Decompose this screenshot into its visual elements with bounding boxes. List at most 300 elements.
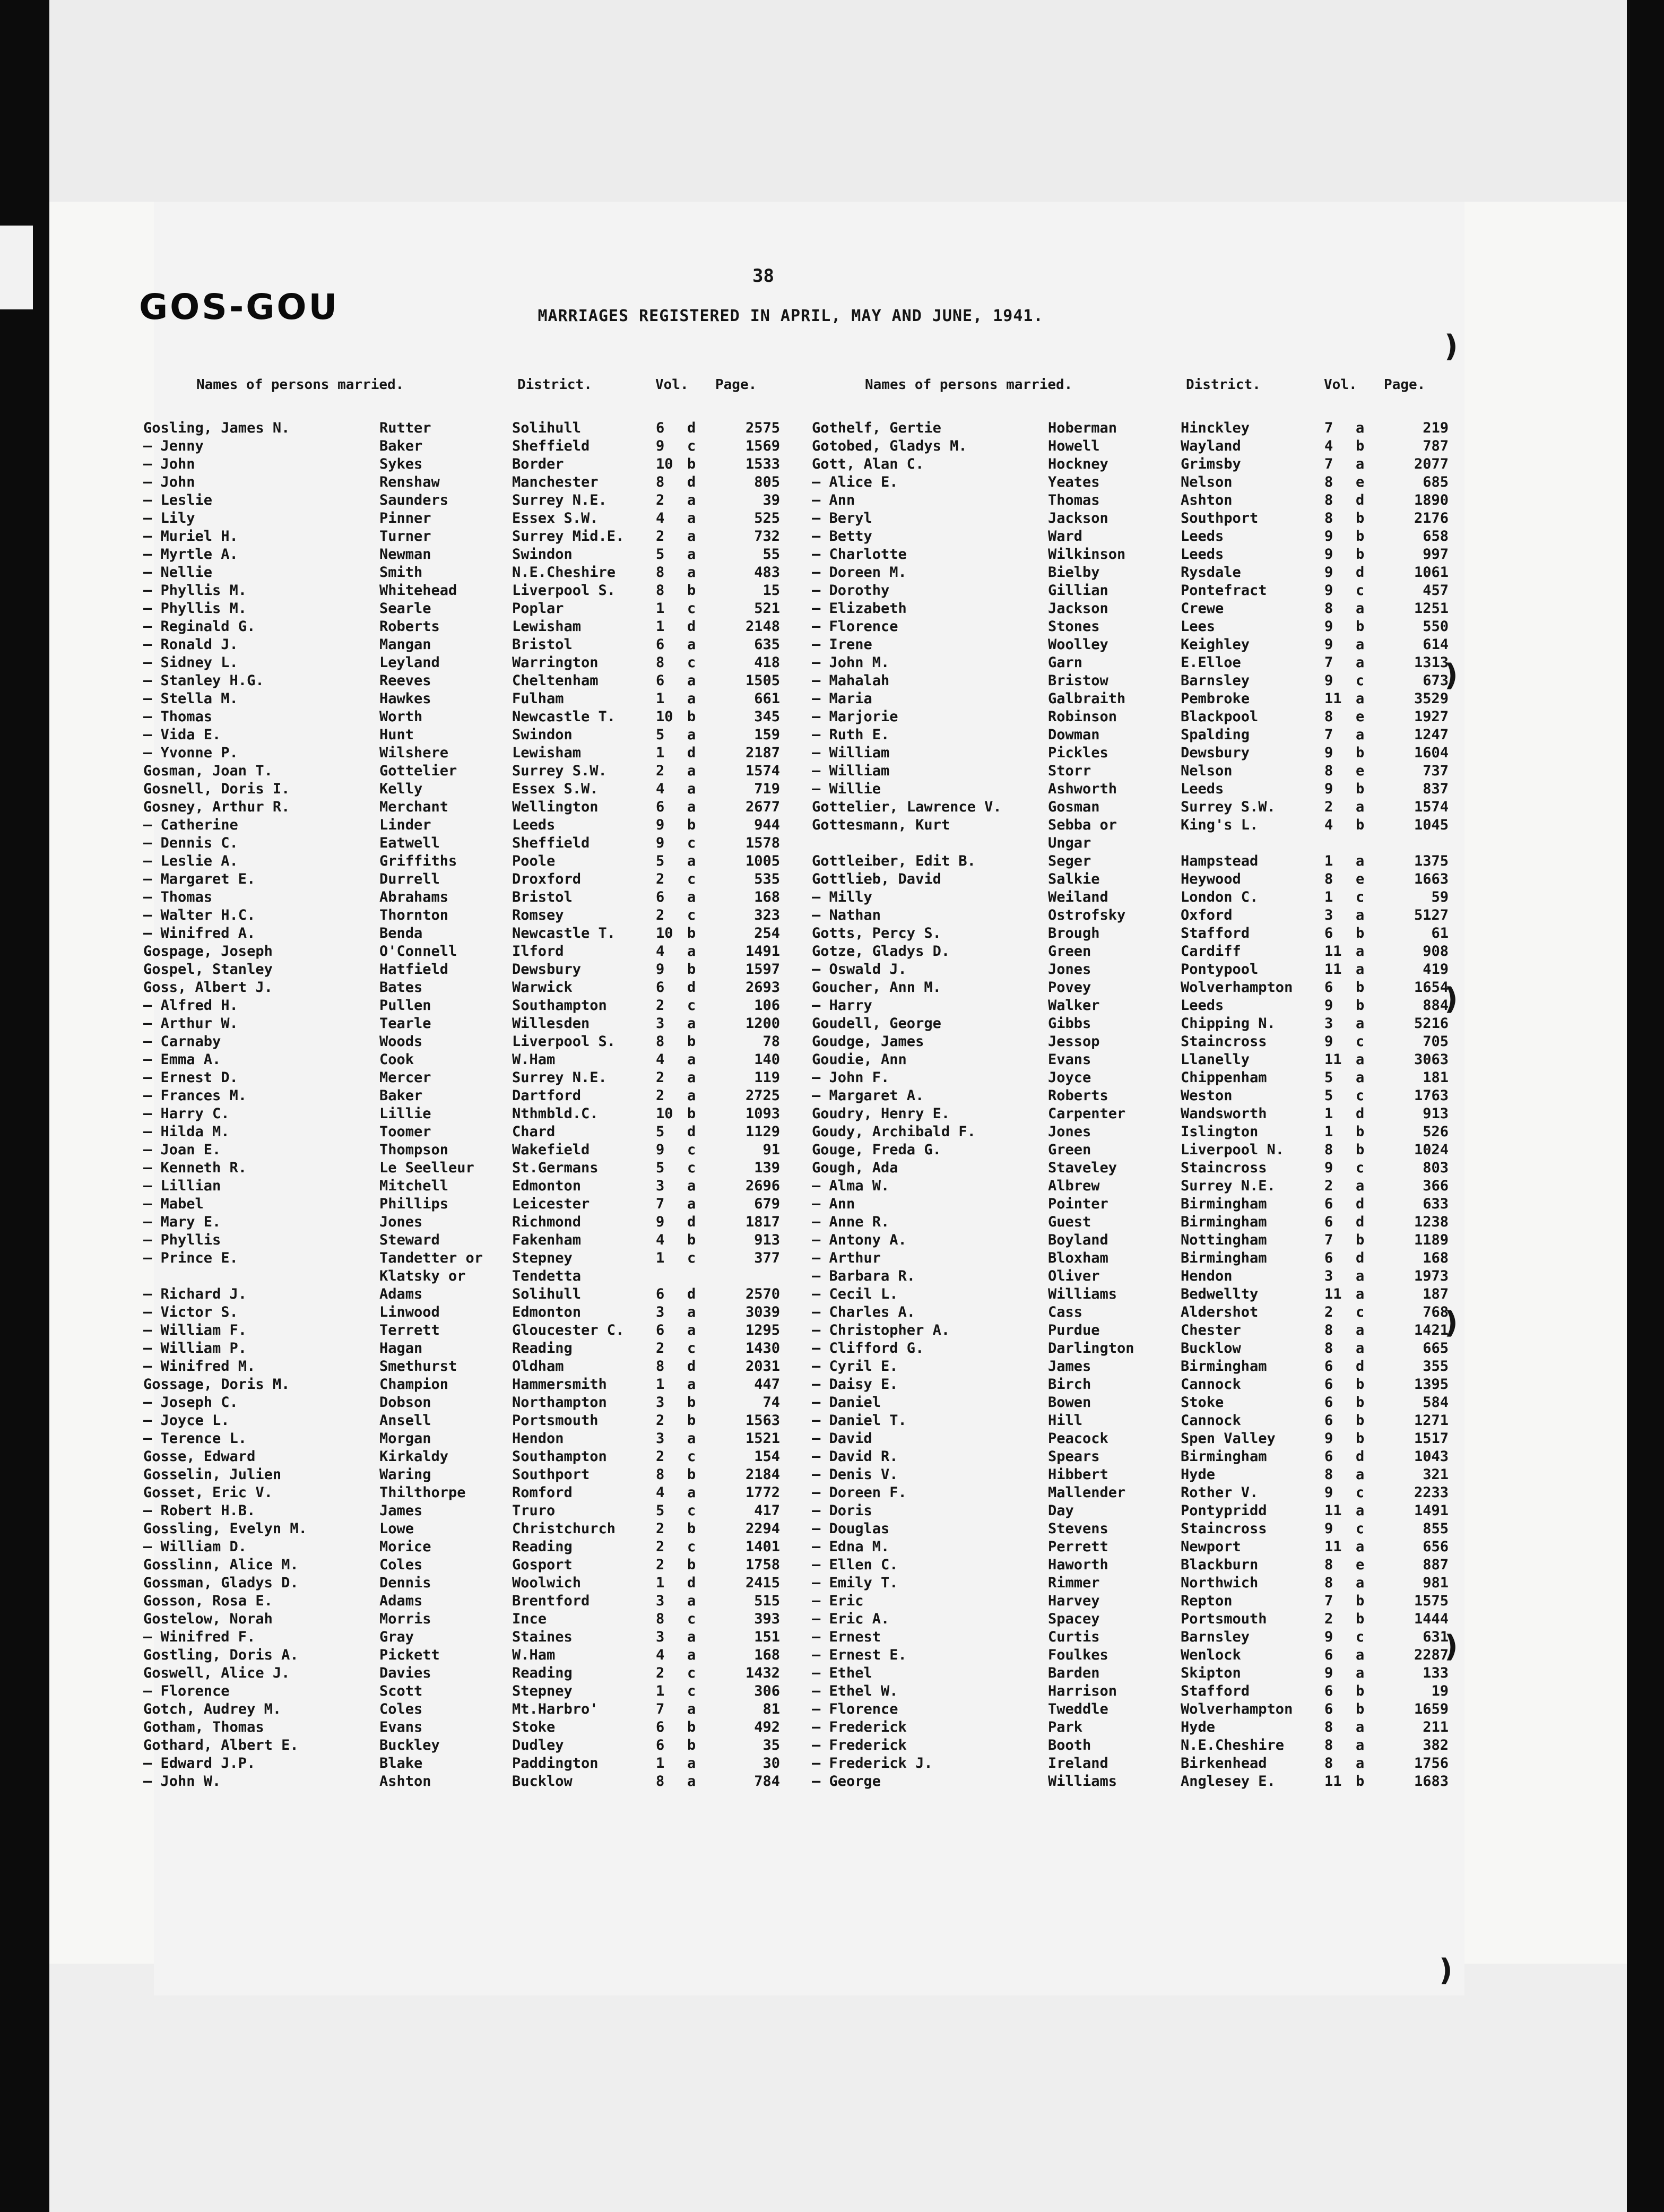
- entry-volume: 5: [656, 546, 665, 563]
- entry-volume: 6: [656, 1322, 665, 1338]
- entry-page: 1663: [1414, 871, 1449, 887]
- entry-volume: 9: [1324, 781, 1333, 797]
- entry-name: — Mabel: [143, 1196, 204, 1212]
- entry-volume: 7: [1324, 420, 1333, 436]
- entry-district: Dewsbury: [512, 961, 582, 978]
- entry-volume-letter: a: [687, 636, 696, 653]
- entry-volume: 11: [1324, 1539, 1342, 1555]
- entry-page: 787: [1423, 438, 1449, 454]
- spouse-surname: Staveley: [1048, 1160, 1117, 1176]
- entry-name: Goudge, James: [812, 1033, 924, 1050]
- entry-volume-letter: b: [687, 1557, 696, 1573]
- entry-volume: 2: [656, 528, 665, 545]
- entry-district: Wakefield: [512, 1142, 590, 1158]
- entry-district: Rysdale: [1181, 564, 1241, 581]
- entry-page: 447: [754, 1376, 780, 1393]
- entry-page: 306: [754, 1683, 780, 1699]
- entry-page: 1563: [745, 1412, 780, 1429]
- entry-name: — Marjorie: [812, 708, 898, 725]
- spouse-surname: Jones: [379, 1214, 423, 1230]
- entry-name: — Ernest D.: [143, 1069, 238, 1086]
- entry-district: Hendon: [512, 1430, 564, 1447]
- entry-volume-letter: e: [1356, 474, 1365, 490]
- entry-name: — Christopher A.: [812, 1322, 950, 1338]
- entry-name: — Cyril E.: [812, 1358, 898, 1375]
- entry-volume: 8: [656, 1773, 665, 1790]
- entry-district: Ilford: [512, 943, 564, 960]
- entry-name: Gossage, Doris M.: [143, 1376, 290, 1393]
- entry-name: Gospel, Stanley: [143, 961, 273, 978]
- entry-volume-letter: c: [687, 1539, 696, 1555]
- entry-page: 913: [1423, 1105, 1449, 1122]
- entry-volume: 9: [1324, 1665, 1333, 1681]
- entry-volume: 7: [1324, 1232, 1333, 1248]
- entry-district: Nelson: [1181, 474, 1233, 490]
- entry-district: Richmond: [512, 1214, 582, 1230]
- entry-volume-letter: c: [687, 1665, 696, 1681]
- entry-district: Warwick: [512, 979, 573, 996]
- spouse-surname: Stevens: [1048, 1520, 1108, 1537]
- entry-volume: 9: [1324, 636, 1333, 653]
- entry-name: — Florence: [143, 1683, 230, 1699]
- entry-district: Manchester: [512, 474, 599, 490]
- entry-name: — Phyllis: [143, 1232, 221, 1248]
- spouse-surname: Povey: [1048, 979, 1091, 996]
- entry-name: — Winifred M.: [143, 1358, 256, 1375]
- entry-volume: 6: [1324, 1358, 1333, 1375]
- entry-page: 1817: [745, 1214, 780, 1230]
- entry-district: Poole: [512, 853, 556, 869]
- entry-volume-letter: a: [1356, 1665, 1365, 1681]
- entry-volume: 10: [656, 925, 673, 941]
- entry-district: Newport: [1181, 1539, 1241, 1555]
- entry-volume-letter: c: [1356, 1160, 1365, 1176]
- entry-district: Lees: [1181, 618, 1216, 635]
- entry-district: Dartford: [512, 1087, 582, 1104]
- entry-name: — Joseph C.: [143, 1394, 238, 1411]
- entry-volume: 11: [1324, 690, 1342, 707]
- entry-district: Southampton: [512, 1448, 607, 1465]
- entry-volume: 9: [1324, 1484, 1333, 1501]
- entry-district: Hendon: [1181, 1268, 1233, 1284]
- entry-volume-letter: b: [687, 1466, 696, 1483]
- entry-district: Leeds: [1181, 528, 1224, 545]
- entry-name: Gosnell, Doris I.: [143, 781, 290, 797]
- spouse-surname: Adams: [379, 1286, 423, 1302]
- spouse-surname: Adams: [379, 1593, 423, 1609]
- entry-name: — Ellen C.: [812, 1557, 898, 1573]
- entry-volume: 5: [656, 853, 665, 869]
- scan-bottom-margin: [49, 1964, 1627, 2212]
- spouse-surname: Bielby: [1048, 564, 1100, 581]
- spouse-surname: Brough: [1048, 925, 1100, 941]
- spouse-surname: Gray: [379, 1629, 414, 1645]
- header-page: Page.: [715, 377, 757, 393]
- entry-volume: 1: [656, 1755, 665, 1772]
- entry-page: 168: [754, 1647, 780, 1663]
- entry-volume: 6: [1324, 1701, 1333, 1717]
- entry-page: 151: [754, 1629, 780, 1645]
- entry-page: 1659: [1414, 1701, 1449, 1717]
- entry-district: Chard: [512, 1124, 556, 1140]
- entry-volume-letter: d: [687, 474, 696, 490]
- entry-district: Surrey Mid.E.: [512, 528, 625, 545]
- spouse-surname: Darlington: [1048, 1340, 1134, 1356]
- entry-name: — John M.: [812, 654, 890, 671]
- entry-page: 5216: [1414, 1015, 1449, 1032]
- entry-volume-letter: b: [687, 925, 696, 941]
- entry-volume-letter: a: [1356, 1340, 1365, 1356]
- entry-volume-letter: a: [687, 672, 696, 689]
- entry-name: — Joyce L.: [143, 1412, 230, 1429]
- spouse-surname: Weiland: [1048, 889, 1108, 905]
- entry-page: 1061: [1414, 564, 1449, 581]
- spouse-surname: Steward: [379, 1232, 440, 1248]
- entry-district: Nelson: [1181, 763, 1233, 779]
- entry-volume: 2: [656, 763, 665, 779]
- entry-name: — Douglas: [812, 1520, 890, 1537]
- entry-volume-letter: d: [1356, 1358, 1365, 1375]
- entry-district: Brentford: [512, 1593, 590, 1609]
- spouse-surname: Gillian: [1048, 582, 1108, 599]
- entry-name: Gotts, Percy S.: [812, 925, 941, 941]
- entry-page: 1491: [745, 943, 780, 960]
- entry-volume-letter: d: [1356, 1105, 1365, 1122]
- entry-district: Weston: [1181, 1087, 1233, 1104]
- entry-page: 3529: [1414, 690, 1449, 707]
- entry-district: Leeds: [512, 817, 556, 833]
- entry-name: Gostelow, Norah: [143, 1611, 273, 1627]
- entry-page: 81: [762, 1701, 780, 1717]
- spouse-surname: Barden: [1048, 1665, 1100, 1681]
- entry-district: Tendetta: [512, 1268, 582, 1284]
- spouse-surname: Spears: [1048, 1448, 1100, 1465]
- entry-district: Paddington: [512, 1755, 599, 1772]
- entry-district: Solihull: [512, 1286, 582, 1302]
- entry-volume-letter: d: [687, 979, 696, 996]
- entry-volume-letter: c: [687, 438, 696, 454]
- entry-volume-letter: c: [687, 871, 696, 887]
- entry-volume-letter: b: [1356, 1124, 1365, 1140]
- spouse-surname: Oliver: [1048, 1268, 1100, 1284]
- entry-page: 254: [754, 925, 780, 941]
- entry-volume-letter: a: [1356, 1755, 1365, 1772]
- entry-name: — Lily: [143, 510, 195, 526]
- entry-volume: 6: [1324, 1376, 1333, 1393]
- entry-page: 355: [1423, 1358, 1449, 1375]
- binder-hole-icon: ): [1444, 658, 1458, 693]
- scan-edge-tab: [0, 226, 33, 309]
- entry-name: — Prince E.: [143, 1250, 238, 1266]
- entry-name: — Doris: [812, 1502, 872, 1519]
- entry-name: — Florence: [812, 1701, 898, 1717]
- entry-volume: 8: [1324, 474, 1333, 490]
- entry-district: Romford: [512, 1484, 573, 1501]
- entry-name: — Catherine: [143, 817, 238, 833]
- entry-volume: 1: [1324, 889, 1333, 905]
- entry-volume: 4: [1324, 438, 1333, 454]
- entry-volume: 2: [1324, 1178, 1333, 1194]
- spouse-surname: Ashton: [379, 1773, 431, 1790]
- entry-page: 1295: [745, 1322, 780, 1338]
- entry-district: Surrey N.E.: [1181, 1178, 1276, 1194]
- entry-name: — Arthur W.: [143, 1015, 238, 1032]
- entry-page: 908: [1423, 943, 1449, 960]
- spouse-surname: Benda: [379, 925, 423, 941]
- spouse-surname: Dobson: [379, 1394, 431, 1411]
- entry-page: 140: [754, 1051, 780, 1068]
- entry-district: Stepney: [512, 1683, 573, 1699]
- entry-page: 805: [754, 474, 780, 490]
- entry-district: Surrey S.W.: [512, 763, 607, 779]
- entry-district: Stepney: [512, 1250, 573, 1266]
- entry-district: Aldershot: [1181, 1304, 1259, 1320]
- entry-volume: 6: [1324, 1196, 1333, 1212]
- entry-district: Birmingham: [1181, 1250, 1267, 1266]
- entry-name: — Winifred F.: [143, 1629, 256, 1645]
- entry-district: Surrey N.E.: [512, 492, 607, 508]
- entry-volume: 9: [1324, 546, 1333, 563]
- entry-district: Cannock: [1181, 1412, 1241, 1429]
- entry-district: Swindon: [512, 546, 573, 563]
- entry-page: 1401: [745, 1539, 780, 1555]
- entry-district: Mt.Harbro': [512, 1701, 599, 1717]
- entry-district: Barnsley: [1181, 1629, 1250, 1645]
- spouse-surname: Ostrofsky: [1048, 907, 1126, 923]
- entry-name: — John: [143, 474, 195, 490]
- entry-district: Wandsworth: [1181, 1105, 1267, 1122]
- entry-page: 1521: [745, 1430, 780, 1447]
- header-district: District.: [517, 377, 592, 393]
- entry-district: Wayland: [1181, 438, 1241, 454]
- entry-volume: 8: [1324, 1719, 1333, 1735]
- spouse-surname: Rimmer: [1048, 1575, 1100, 1591]
- entry-page: 3039: [745, 1304, 780, 1320]
- entry-name: Gospage, Joseph: [143, 943, 273, 960]
- entry-name: — Thomas: [143, 708, 213, 725]
- entry-volume: 9: [1324, 997, 1333, 1014]
- entry-volume: 8: [1324, 1755, 1333, 1772]
- entry-page: 1129: [745, 1124, 780, 1140]
- entry-district: Southport: [1181, 510, 1259, 526]
- entry-name: — Ernest: [812, 1629, 881, 1645]
- spouse-surname: Williams: [1048, 1286, 1117, 1302]
- entry-volume: 9: [1324, 745, 1333, 761]
- entry-page: 119: [754, 1069, 780, 1086]
- entry-district: Christchurch: [512, 1520, 616, 1537]
- entry-district: Llanelly: [1181, 1051, 1250, 1068]
- entry-name: — Sidney L.: [143, 654, 238, 671]
- entry-page: 1575: [1414, 1593, 1449, 1609]
- entry-volume: 8: [1324, 1737, 1333, 1753]
- entry-page: 1772: [745, 1484, 780, 1501]
- entry-page: 2693: [745, 979, 780, 996]
- entry-name: — Arthur: [812, 1250, 881, 1266]
- entry-volume-letter: b: [1356, 1394, 1365, 1411]
- entry-district: Cannock: [1181, 1376, 1241, 1393]
- spouse-surname: Champion: [379, 1376, 449, 1393]
- entry-page: 2176: [1414, 510, 1449, 526]
- entry-district: Dudley: [512, 1737, 564, 1753]
- spouse-surname: Bowen: [1048, 1394, 1091, 1411]
- entry-name: — Lillian: [143, 1178, 221, 1194]
- entry-page: 1491: [1414, 1502, 1449, 1519]
- entry-volume: 2: [656, 1520, 665, 1537]
- entry-page: 1200: [745, 1015, 780, 1032]
- entry-volume: 9: [1324, 564, 1333, 581]
- entry-name: — Ann: [812, 1196, 855, 1212]
- entry-volume: 9: [1324, 672, 1333, 689]
- entry-volume-letter: a: [687, 943, 696, 960]
- spouse-surname: Salkie: [1048, 871, 1100, 887]
- entry-page: 2077: [1414, 456, 1449, 472]
- entry-name: — John F.: [812, 1069, 890, 1086]
- entry-name: — William: [812, 763, 890, 779]
- spouse-surname: Waring: [379, 1466, 431, 1483]
- spouse-surname: Buckley: [379, 1737, 440, 1753]
- spouse-surname: Jackson: [1048, 600, 1108, 617]
- entry-district: Chester: [1181, 1322, 1241, 1338]
- entry-volume-letter: a: [1356, 456, 1365, 472]
- entry-name: Gostling, Doris A.: [143, 1647, 299, 1663]
- entry-volume: 9: [1324, 1629, 1333, 1645]
- entry-page: 219: [1423, 420, 1449, 436]
- entry-volume: 1: [656, 618, 665, 635]
- entry-district: N.E.Cheshire: [512, 564, 616, 581]
- spouse-surname: Jones: [1048, 961, 1091, 978]
- entry-page: 2187: [745, 745, 780, 761]
- spouse-surname: Tearle: [379, 1015, 431, 1032]
- spouse-surname: Coles: [379, 1557, 423, 1573]
- spouse-surname: Jessop: [1048, 1033, 1100, 1050]
- entry-page: 2415: [745, 1575, 780, 1591]
- entry-volume: 10: [656, 708, 673, 725]
- entry-district: Poplar: [512, 600, 564, 617]
- entry-volume-letter: a: [1356, 907, 1365, 923]
- entry-volume: 7: [1324, 727, 1333, 743]
- entry-district: Surrey S.W.: [1181, 799, 1276, 815]
- entry-name: — Leslie: [143, 492, 213, 508]
- entry-page: 139: [754, 1160, 780, 1176]
- entry-volume: 8: [1324, 600, 1333, 617]
- entry-page: 719: [754, 781, 780, 797]
- entry-page: 1238: [1414, 1214, 1449, 1230]
- entry-volume-letter: e: [1356, 871, 1365, 887]
- entry-district: Stoke: [1181, 1394, 1224, 1411]
- spouse-surname: Roberts: [1048, 1087, 1108, 1104]
- entry-district: Gloucester C.: [512, 1322, 625, 1338]
- entry-volume: 1: [656, 1250, 665, 1266]
- entry-volume-letter: c: [687, 1683, 696, 1699]
- entry-page: 661: [754, 690, 780, 707]
- entry-volume: 11: [1324, 961, 1342, 978]
- entry-volume-letter: a: [1356, 1575, 1365, 1591]
- entry-name: Goucher, Ann M.: [812, 979, 941, 996]
- entry-name: — Maria: [812, 690, 872, 707]
- entry-page: 2287: [1414, 1647, 1449, 1663]
- entry-district: Skipton: [1181, 1665, 1241, 1681]
- entry-page: 673: [1423, 672, 1449, 689]
- spouse-surname: Hockney: [1048, 456, 1108, 472]
- spouse-surname: Bates: [379, 979, 423, 996]
- binder-hole-icon: ): [1439, 1953, 1453, 1988]
- entry-district: Grimsby: [1181, 456, 1241, 472]
- entry-name: — Jenny: [143, 438, 204, 454]
- entry-volume: 2: [1324, 799, 1333, 815]
- entry-page: 91: [762, 1142, 780, 1158]
- entry-name: Gouge, Freda G.: [812, 1142, 941, 1158]
- entry-page: 2570: [745, 1286, 780, 1302]
- spouse-surname: Green: [1048, 1142, 1091, 1158]
- entry-volume-letter: a: [1356, 1286, 1365, 1302]
- spouse-surname: Thompson: [379, 1142, 449, 1158]
- entry-page: 39: [762, 492, 780, 508]
- entry-volume: 9: [656, 438, 665, 454]
- spouse-surname: Newman: [379, 546, 431, 563]
- entry-volume-letter: d: [1356, 1250, 1365, 1266]
- header-district: District.: [1186, 377, 1261, 393]
- entry-volume-letter: a: [1356, 1737, 1365, 1753]
- entry-volume: 11: [1324, 1286, 1342, 1302]
- entry-district: London C.: [1181, 889, 1259, 905]
- entry-volume-letter: e: [1356, 763, 1365, 779]
- spouse-surname: Smethurst: [379, 1358, 457, 1375]
- entry-page: 1973: [1414, 1268, 1449, 1284]
- entry-volume-letter: b: [1356, 1412, 1365, 1429]
- entry-page: 658: [1423, 528, 1449, 545]
- entry-district: Crewe: [1181, 600, 1224, 617]
- entry-page: 393: [754, 1611, 780, 1627]
- entry-name: — Alice E.: [812, 474, 898, 490]
- entry-volume: 2: [656, 492, 665, 508]
- entry-district: Birmingham: [1181, 1448, 1267, 1465]
- entry-district: Stafford: [1181, 925, 1250, 941]
- entry-volume-letter: a: [687, 1593, 696, 1609]
- entry-volume: 1: [1324, 853, 1333, 869]
- spouse-surname: Thomas: [1048, 492, 1100, 508]
- entry-district: Pontefract: [1181, 582, 1267, 599]
- entry-name: — Anne R.: [812, 1214, 890, 1230]
- entry-volume: 4: [1324, 817, 1333, 833]
- spouse-surname: Thornton: [379, 907, 449, 923]
- entry-district: Stoke: [512, 1719, 556, 1735]
- entry-name: — Stanley H.G.: [143, 672, 264, 689]
- entry-page: 784: [754, 1773, 780, 1790]
- entry-page: 1654: [1414, 979, 1449, 996]
- entry-name: — Eric: [812, 1593, 864, 1609]
- entry-volume-letter: c: [1356, 582, 1365, 599]
- entry-volume-letter: c: [687, 1448, 696, 1465]
- entry-volume-letter: a: [1356, 1502, 1365, 1519]
- entry-volume: 6: [1324, 1448, 1333, 1465]
- entry-volume: 3: [1324, 1268, 1333, 1284]
- entry-page: 15: [762, 582, 780, 599]
- entry-page: 1597: [745, 961, 780, 978]
- entry-volume: 3: [656, 1304, 665, 1320]
- spouse-surname: Saunders: [379, 492, 449, 508]
- entry-name: — Winifred A.: [143, 925, 256, 941]
- entry-page: 159: [754, 727, 780, 743]
- entry-page: 737: [1423, 763, 1449, 779]
- entry-volume: 6: [656, 1737, 665, 1753]
- entry-page: 1421: [1414, 1322, 1449, 1338]
- page-code: GOS-GOU: [139, 287, 340, 327]
- entry-volume: 8: [656, 1611, 665, 1627]
- entry-volume-letter: b: [687, 961, 696, 978]
- spouse-surname: Davies: [379, 1665, 431, 1681]
- spouse-surname: Whitehead: [379, 582, 457, 599]
- entry-page: 483: [754, 564, 780, 581]
